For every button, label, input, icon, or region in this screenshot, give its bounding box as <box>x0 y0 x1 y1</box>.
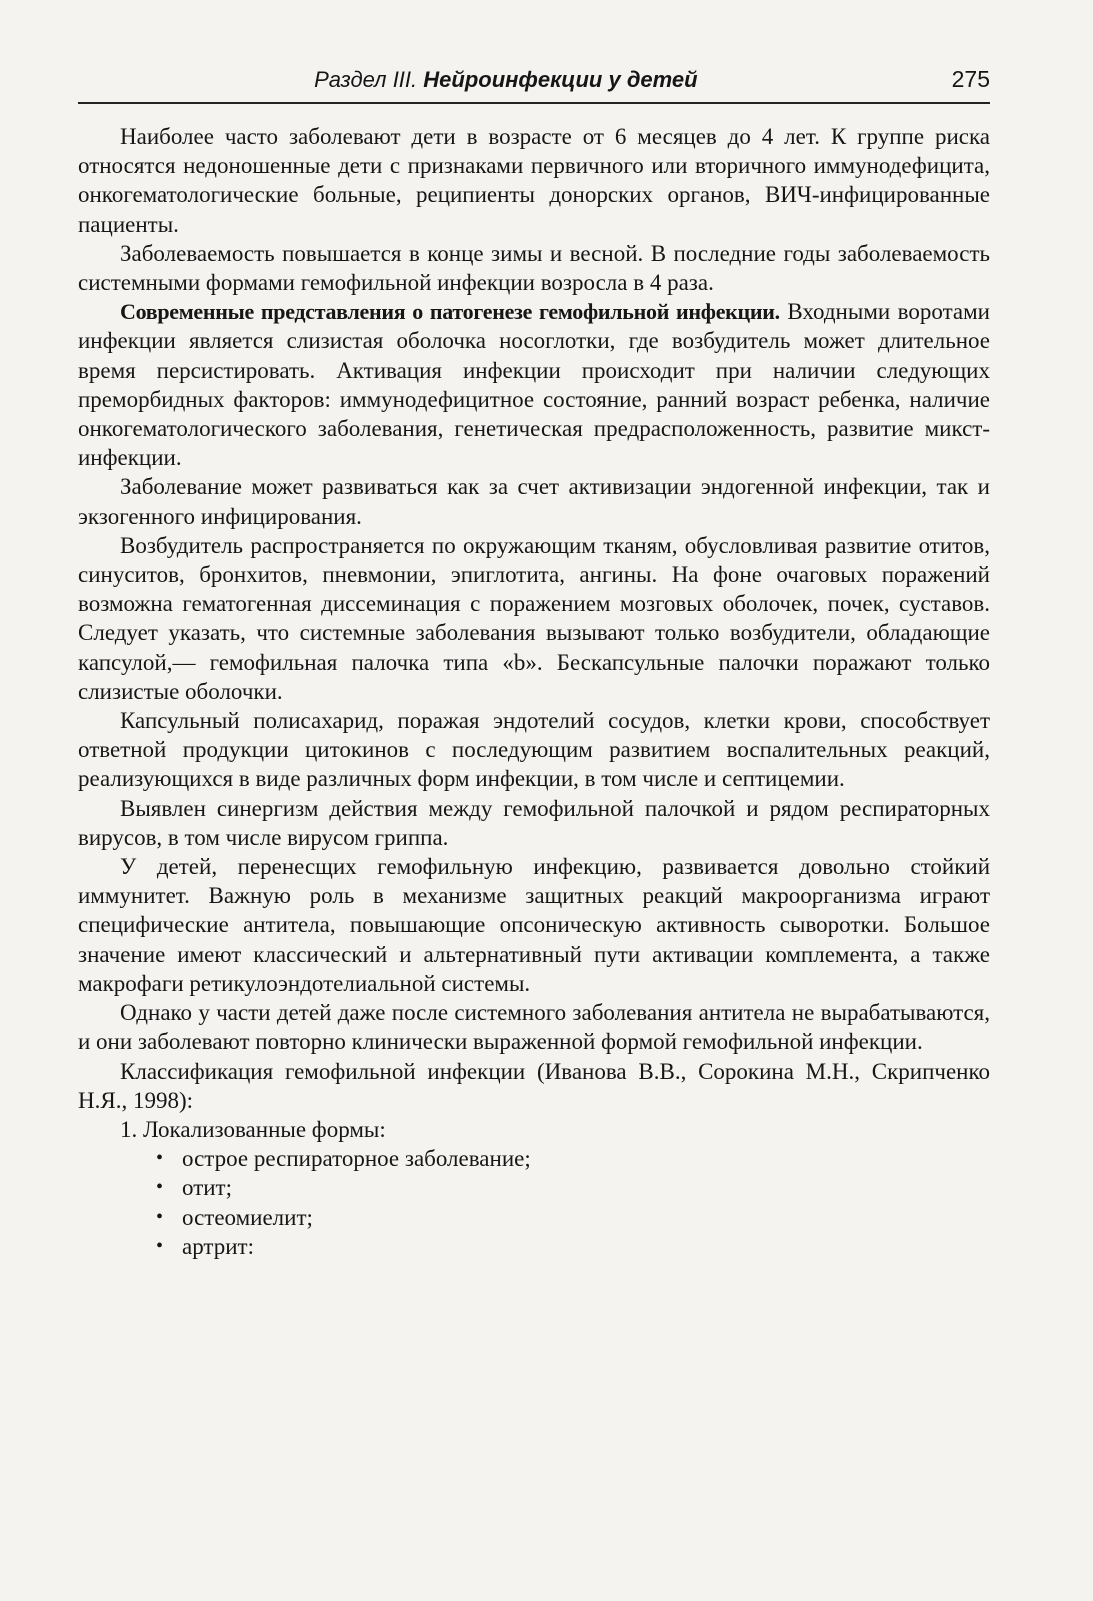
paragraph-7-text: Выявлен синергизм действия между гемофильной палочкой и рядом респираторных вирусов, в том числе вирусом гриппа. <box>78 795 990 850</box>
paragraph-3 <box>78 297 990 472</box>
paragraph-3-lead: Современные представления о патогенезе гемофильной инфекции. <box>120 299 780 325</box>
bullet-icon: • <box>156 1176 164 1199</box>
paragraph-2 <box>78 239 990 297</box>
list-item <box>78 1203 990 1232</box>
paragraph-1-text: Наиболее часто заболевают дети в возрасте от 6 месяцев до 4 лет. К группе риска относятся недоношенные дети с признаками первичного или вторичного иммунодефицита, онкогематологические больные, реципиенты донорских органов, ВИЧ-инфицированные пациенты. <box>78 124 990 237</box>
paragraph-8 <box>78 852 990 998</box>
paragraph-7 <box>78 794 990 852</box>
paragraph-5-text: Возбудитель распространяется по окружающим тканям, обусловливая развитие отитов, синуситов, бронхитов, пневмонии, эпиглотита, ангины. На фоне очаговых поражений возможна гематогенная диссеминация с поражением мозговых оболочек, почек, суставов. Следует указать, что системные заболевания вызывают только возбудители, обладающие капсулой,— гемофильная палочка типа «b». Бескапсульные палочки поражают только слизистые оболочки. <box>78 532 990 704</box>
section-title: Нейроинфекции у детей <box>423 67 698 92</box>
list-item-text: острое респираторное заболевание; <box>182 1146 531 1172</box>
paragraph-1 <box>78 122 990 239</box>
section-heading <box>314 67 698 93</box>
paragraph-2-text: Заболеваемость повышается в конце зимы и весной. В последние годы заболеваемость системными формами гемофильной инфекции возросла в 4 раза. <box>78 240 990 296</box>
list-item <box>78 1232 990 1261</box>
list-item-text: остеомиелит; <box>182 1204 313 1230</box>
paragraph-4-text: Заболевание может развиваться как за счет активизации эндогенной инфекции, так и экзогенного инфицирования. <box>78 474 990 529</box>
classification-list <box>78 1115 990 1261</box>
paragraph-9 <box>78 998 990 1056</box>
section-prefix: Раздел III. <box>314 67 424 92</box>
paragraph-9-text: Однако у части детей даже после системного заболевания антитела не вырабатываются, и они заболевают повторно клинически выраженной формой гемофильной инфекции. <box>78 1000 990 1055</box>
book-page <box>78 66 990 1261</box>
paragraph-10-text: Классификация гемофильной инфекции (Иванова В.В., Сорокина М.Н., Скрипченко Н.Я., 1998): <box>78 1058 990 1113</box>
bullet-icon: • <box>156 1205 164 1228</box>
list-item-text: отит; <box>182 1175 232 1201</box>
paragraph-6-text: Капсульный полисахарид, поражая эндотелий сосудов, клетки крови, способствует ответной продукции цитокинов с последующим развитием воспалительных реакций, реализующихся в виде различных форм инфекции, в том числе и септицемии. <box>78 708 990 792</box>
bullet-icon: • <box>156 1147 164 1170</box>
paragraph-6 <box>78 706 990 794</box>
classification-heading: 1. Локализованные формы: <box>120 1116 386 1142</box>
paragraph-10 <box>78 1057 990 1115</box>
paragraph-8-text: У детей, перенесщих гемофильную инфекцию, развивается довольно стойкий иммунитет. Важную роль в механизме защитных реакций макроорганизма играют специфические антитела, повышающие опсоническую активность сыворотки. Большое значение имеют классический и альтернативный пути активации комплемента, а также макрофаги ретикулоэндотелиальной системы. <box>78 854 990 996</box>
body-text <box>78 122 990 1261</box>
bullet-icon: • <box>156 1234 164 1257</box>
list-item <box>78 1144 990 1173</box>
paragraph-3-text: Входными воротами инфекции является слизистая оболочка носоглотки, где возбудитель может длительное время персистировать. Активация инфекции происходит при наличии следующих преморбидных факторов: иммунодефицитное состояние, ранний возраст ребенка, наличие онкогематологического заболевания, генетическая предрасположенность, развитие микст-инфекции. <box>78 299 990 471</box>
list-item-text: артрит: <box>182 1233 254 1259</box>
paragraph-4 <box>78 472 990 530</box>
page-number: 275 <box>951 66 990 92</box>
paragraph-5 <box>78 531 990 706</box>
list-item <box>78 1173 990 1202</box>
running-head <box>78 66 990 100</box>
header-rule <box>78 102 990 104</box>
